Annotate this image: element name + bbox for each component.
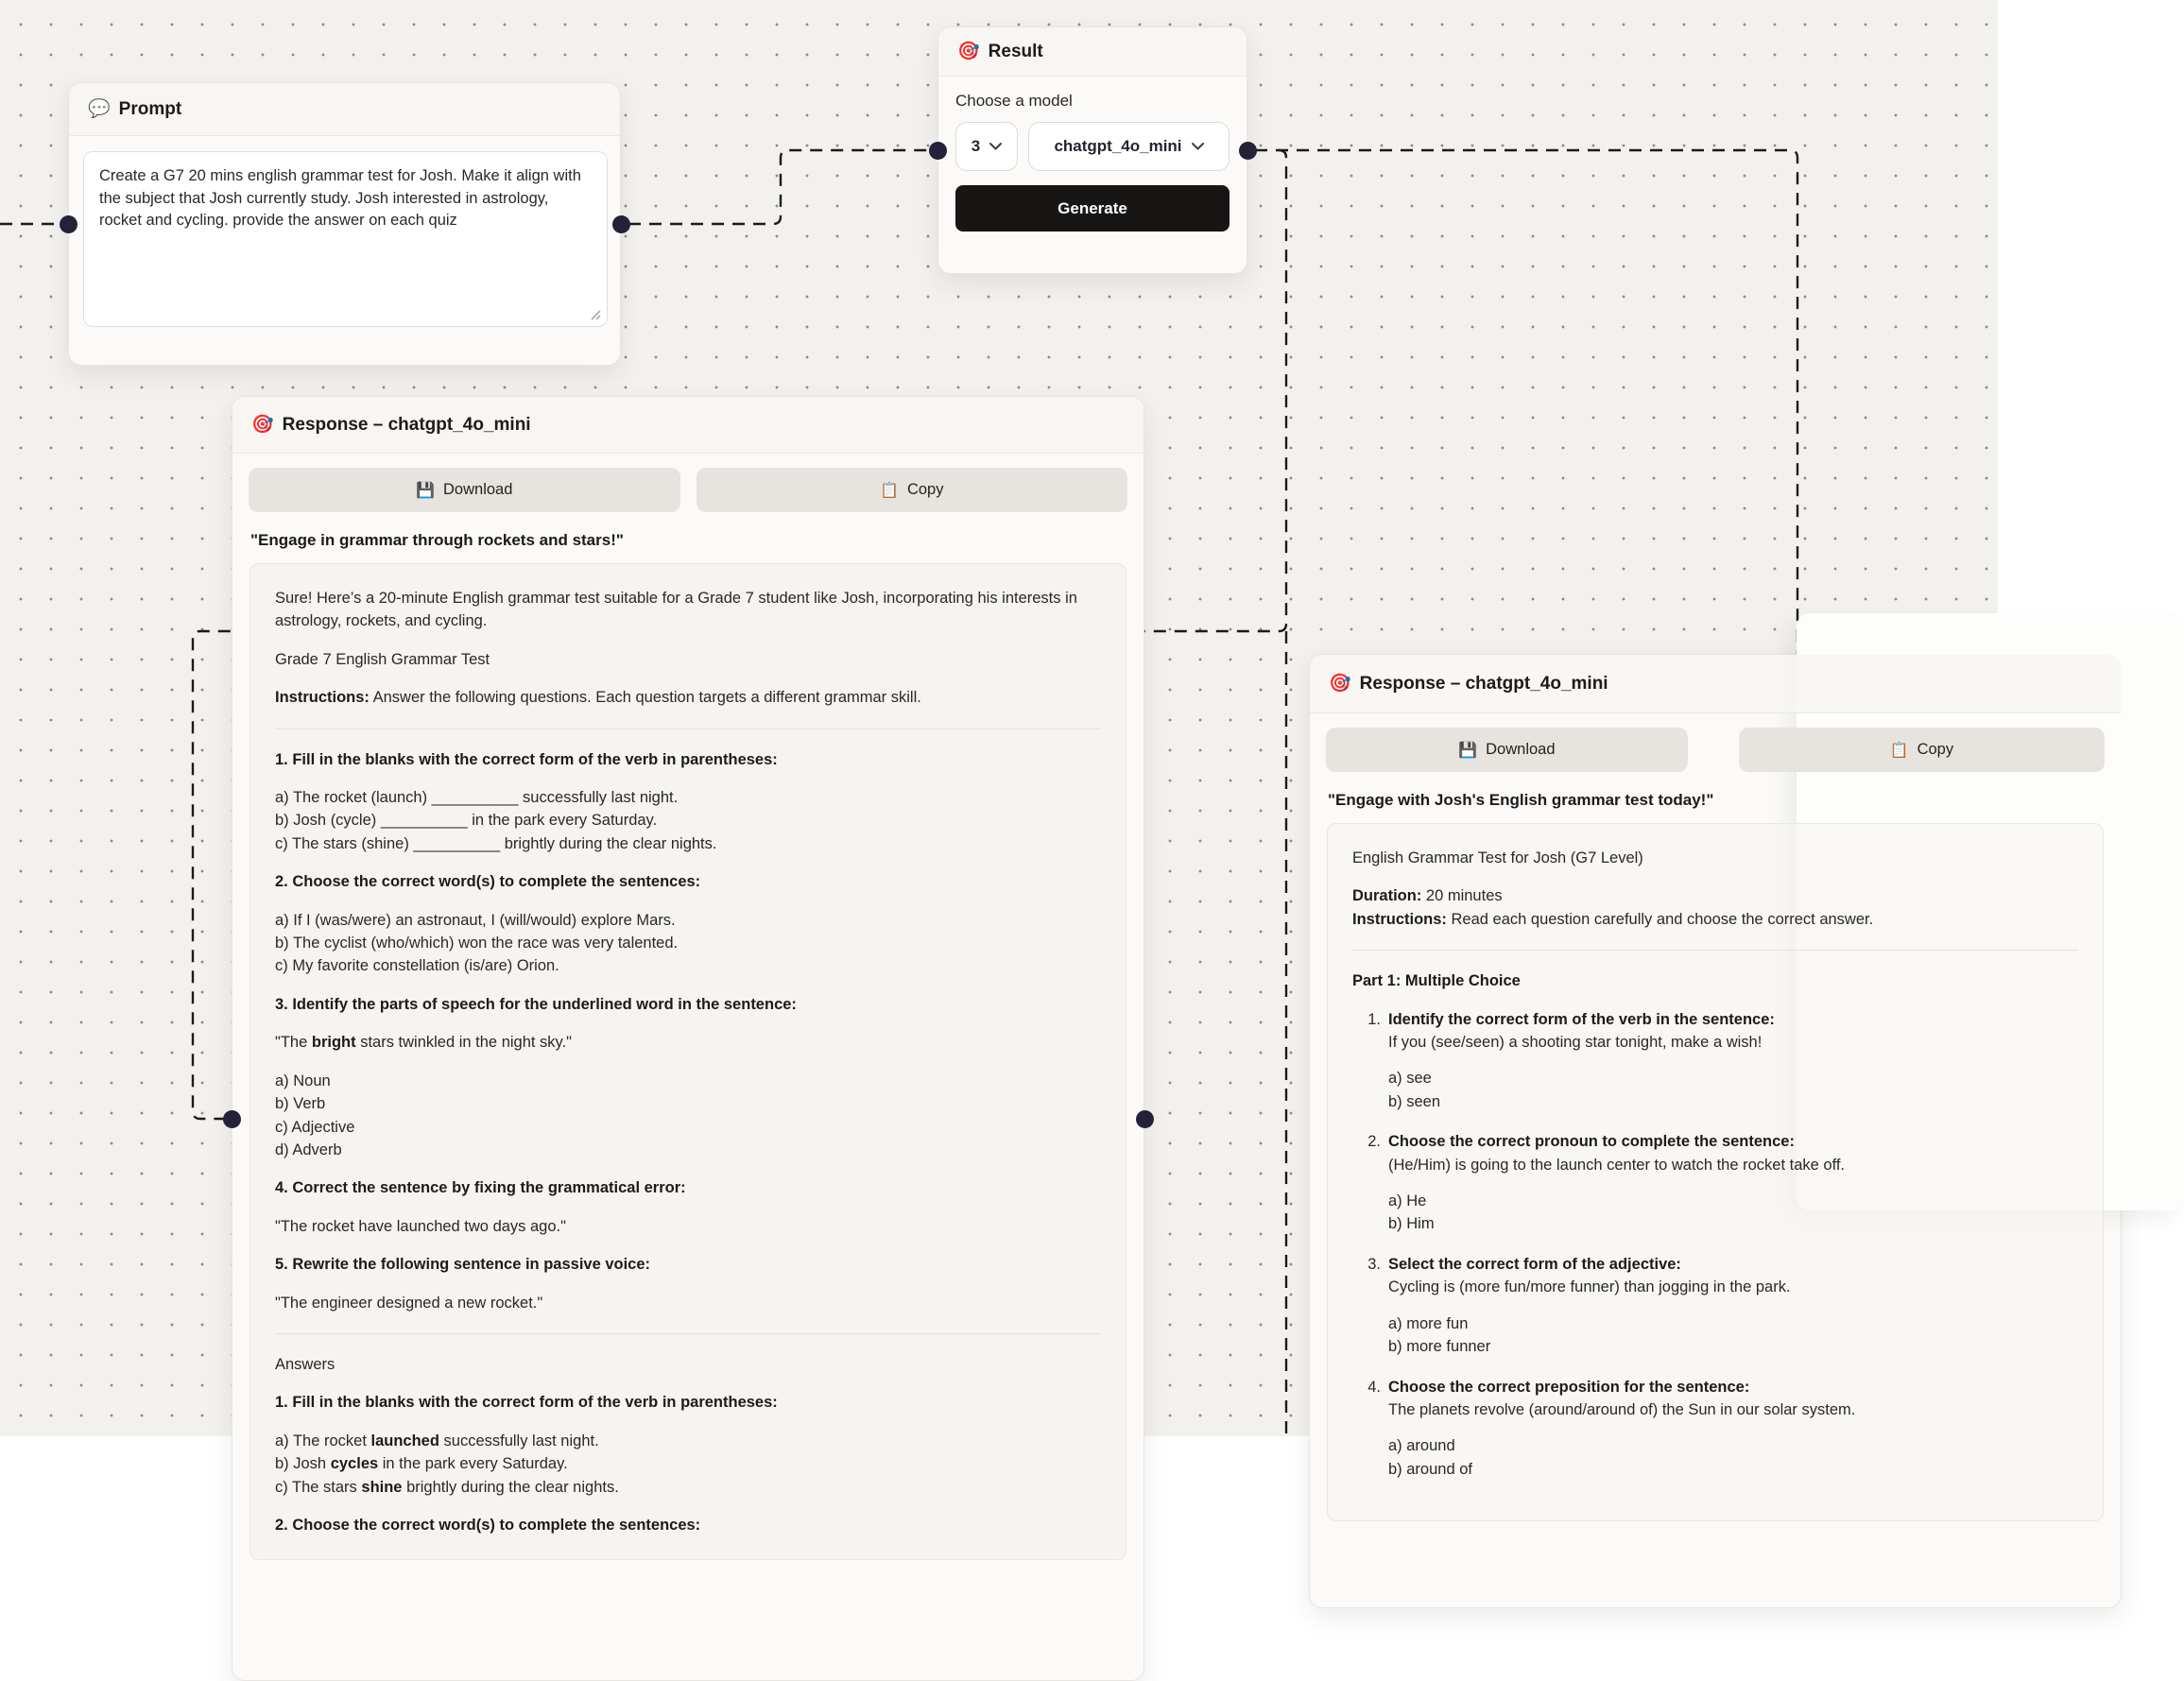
- target-icon: 🎯: [251, 415, 274, 435]
- response-count-select[interactable]: [955, 122, 1018, 171]
- connection-port[interactable]: [929, 142, 947, 160]
- download-label: Download: [443, 481, 513, 498]
- result-node-header[interactable]: [938, 27, 1247, 77]
- model-value: chatgpt_4o_mini: [1054, 137, 1182, 155]
- content-paragraph: Instructions: Answer the following questions. Each question targets a different grammar skill.: [275, 689, 921, 707]
- model-select[interactable]: [1028, 122, 1230, 171]
- content-divider: [275, 1333, 1101, 1334]
- copy-label: Copy: [906, 481, 944, 498]
- content-heading: 5. Rewrite the following sentence in passive voice:: [275, 1256, 651, 1274]
- response-node-header[interactable]: [1310, 655, 2121, 713]
- connection-line: [628, 150, 930, 224]
- node-title: Prompt: [118, 98, 182, 119]
- connection-port[interactable]: [1239, 142, 1257, 160]
- download-button[interactable]: [249, 468, 680, 512]
- clipboard-icon: 📋: [1889, 742, 1909, 759]
- content-paragraph: Sure! Here’s a 20-minute English grammar test suitable for a Grade 7 student like Josh, incorporating his interests in astrology, rockets, and cycling.: [275, 590, 1077, 630]
- response-tagline: "Engage with Josh's English grammar test today!": [1328, 791, 1714, 809]
- choose-model-label: Choose a model: [955, 92, 1073, 110]
- prompt-text: Create a G7 20 mins english grammar test for Josh. Make it align with the subject that Josh currently study. Josh interested in astrology, rocket and cycling. provide the answer on each quiz: [99, 167, 581, 230]
- copy-label: Copy: [1917, 741, 1954, 758]
- result-node[interactable]: [937, 26, 1247, 274]
- clipboard-icon: 📋: [880, 482, 899, 499]
- copy-button[interactable]: [696, 468, 1128, 512]
- generate-button[interactable]: Generate: [955, 185, 1230, 232]
- question-item: 1. Identify the correct form of the verb in the sentence: If you (see/seen) a shooting star tonight, make a wish! a) see b) seen: [1367, 1010, 1775, 1110]
- question-item: 2. Choose the correct pronoun to complete the sentence: (He/Him) is going to the launch center to watch the rocket take off. a) He b) Him: [1367, 1133, 1846, 1233]
- prompt-node-header[interactable]: [69, 83, 620, 136]
- response-node-header[interactable]: [232, 397, 1144, 454]
- connection-port[interactable]: [223, 1110, 241, 1128]
- prompt-node-body: [69, 136, 620, 342]
- content-heading: 1. Fill in the blanks with the correct form of the verb in parentheses:: [275, 1394, 778, 1412]
- content-paragraph: Duration: 20 minutes Instructions: Read each question carefully and choose the correct answer.: [1352, 887, 1874, 928]
- content-paragraph: "The bright stars twinkled in the night sky.": [275, 1034, 573, 1052]
- question-item: 3. Select the correct form of the adjective: Cycling is (more fun/more funner) than jogging in the park. a) more fun b) more funner: [1367, 1255, 1791, 1356]
- connection-port[interactable]: [612, 215, 630, 233]
- content-heading: Part 1: Multiple Choice: [1352, 972, 1521, 990]
- content-paragraph: "The engineer designed a new rocket.": [275, 1294, 543, 1312]
- count-value: 3: [971, 137, 981, 155]
- response-node-right[interactable]: [1309, 654, 2122, 1608]
- target-icon: 🎯: [1329, 674, 1351, 694]
- download-label: Download: [1486, 741, 1556, 758]
- question-item: 4. Choose the correct preposition for the sentence: The planets revolve (around/around of) the Sun in our solar system. a) around b) around of: [1367, 1378, 1856, 1478]
- floppy-disk-icon: 💾: [416, 482, 436, 499]
- connection-line: [1255, 150, 1797, 661]
- result-node-body: [938, 77, 1247, 247]
- content-heading: 3. Identify the parts of speech for the underlined word in the sentence:: [275, 995, 797, 1013]
- response-node-center[interactable]: [232, 396, 1144, 1681]
- content-paragraph: a) The rocket (launch) __________ successfully last night. b) Josh (cycle) __________ in the park every Saturday. c) The stars (shine) __________ brightly during the clear nights.: [275, 789, 717, 852]
- prompt-node[interactable]: [68, 82, 621, 366]
- node-title: Response – chatgpt_4o_mini: [282, 414, 531, 435]
- content-divider: [1352, 950, 2078, 951]
- content-heading: 1. Fill in the blanks with the correct form of the verb in parentheses:: [275, 750, 778, 768]
- content-paragraph: Grade 7 English Grammar Test: [275, 650, 490, 668]
- content-heading: 4. Correct the sentence by fixing the grammatical error:: [275, 1179, 686, 1197]
- content-paragraph: English Grammar Test for Josh (G7 Level): [1352, 849, 1643, 866]
- download-button[interactable]: [1326, 728, 1688, 772]
- copy-button[interactable]: [1739, 728, 2105, 772]
- content-paragraph: Answers: [275, 1355, 335, 1373]
- content-heading: 2. Choose the correct word(s) to complete the sentences:: [275, 1516, 701, 1534]
- floppy-disk-icon: 💾: [1458, 742, 1478, 759]
- content-paragraph: "The rocket have launched two days ago.": [275, 1217, 566, 1235]
- response-content[interactable]: [249, 563, 1126, 1560]
- response-tagline: "Engage in grammar through rockets and stars!": [250, 531, 624, 549]
- chevron-down-icon: [1192, 143, 1204, 150]
- target-icon: 🎯: [957, 42, 980, 61]
- prompt-textarea[interactable]: [83, 151, 608, 327]
- response-content[interactable]: [1327, 823, 2104, 1521]
- connection-port[interactable]: [1136, 1110, 1154, 1128]
- speech-bubble-icon: 💬: [88, 99, 111, 119]
- content-paragraph: a) If I (was/were) an astronaut, I (will/would) explore Mars. b) The cyclist (who/which) won the race was very talented. c) My favorite constellation (is/are) Orion.: [275, 911, 679, 975]
- node-title: Response – chatgpt_4o_mini: [1359, 673, 1608, 694]
- resize-handle-icon[interactable]: [589, 308, 601, 320]
- content-paragraph: a) Noun b) Verb c) Adjective d) Adverb: [275, 1072, 355, 1158]
- content-paragraph: a) The rocket launched successfully last night. b) Josh cycles in the park every Saturday. c) The stars shine brightly during the clear nights.: [275, 1432, 619, 1496]
- connection-port[interactable]: [60, 215, 77, 233]
- node-title: Result: [988, 41, 1043, 61]
- content-heading: 2. Choose the correct word(s) to complete the sentences:: [275, 873, 701, 891]
- chevron-down-icon: [989, 143, 1002, 150]
